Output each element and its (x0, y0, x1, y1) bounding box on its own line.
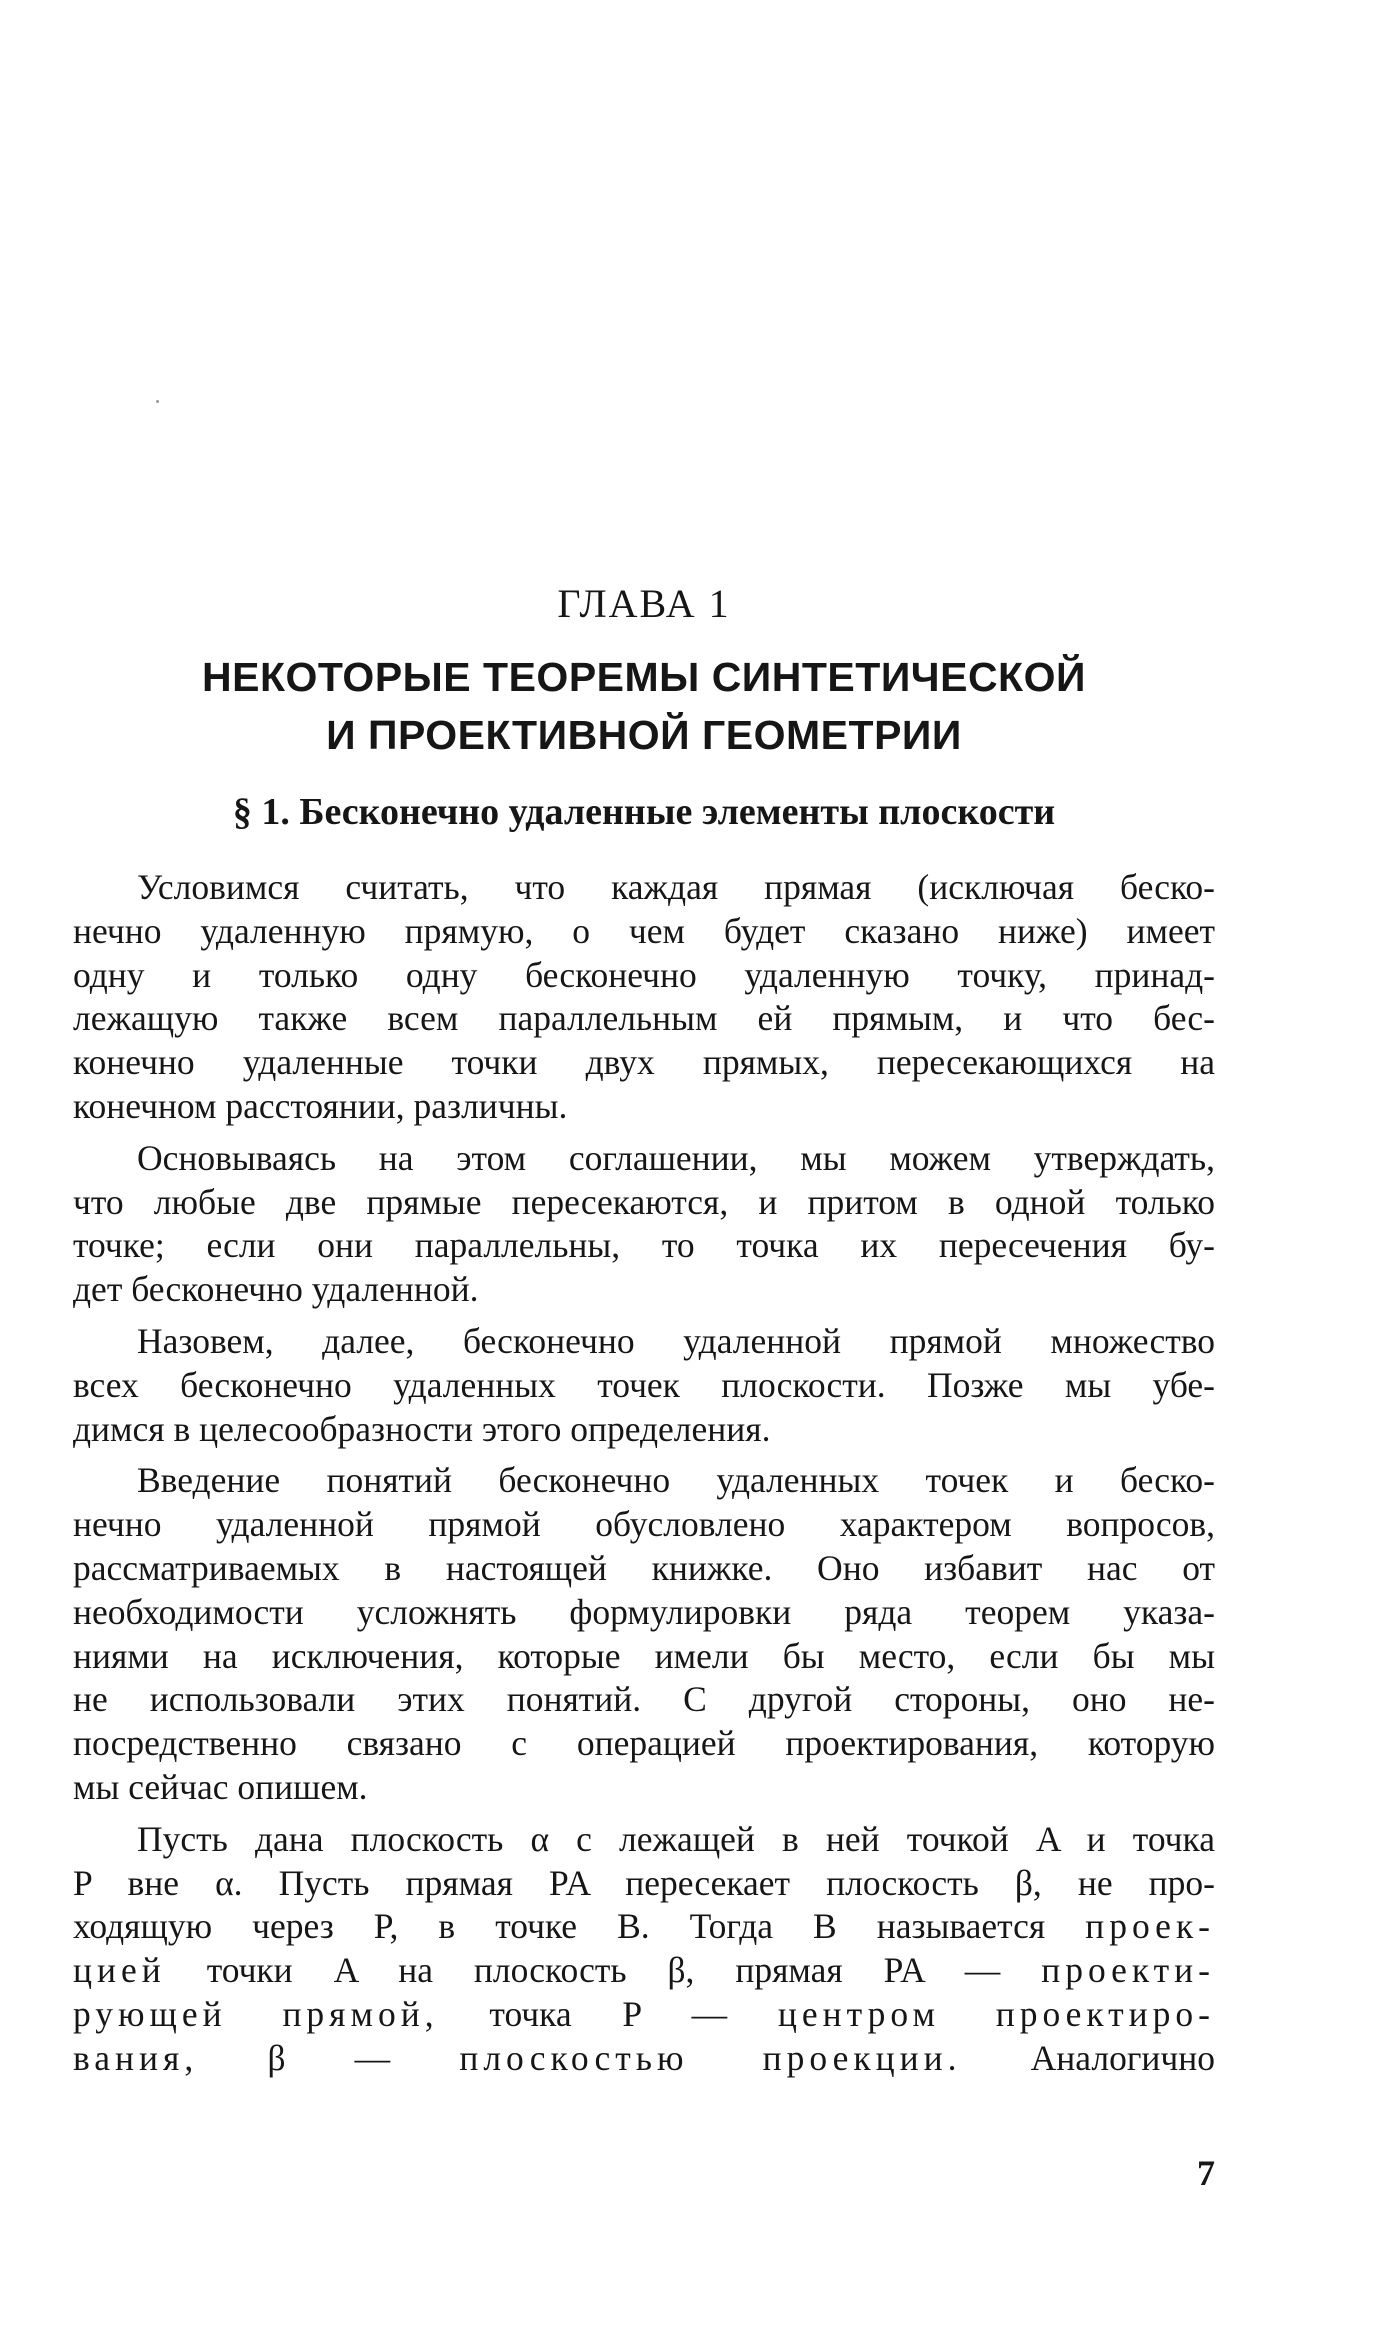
paragraph-4 (73, 1459, 1215, 1809)
text-line: нечно удаленной прямой обусловлено характером вопросов, (73, 1504, 1215, 1545)
text-line: ниями на исключения, которые имели бы место, если бы мы (73, 1635, 1215, 1676)
text-line: не использовали этих понятий. С другой стороны, оно не- (73, 1679, 1215, 1720)
text-line (73, 1949, 1215, 1993)
text-line: Пусть дана плоскость α с лежащей в ней точкой A и точка (137, 1818, 1215, 1859)
spaced-term: цией (73, 1950, 166, 1991)
text-line: что любые две прямые пересекаются, и притом в одной только (73, 1181, 1215, 1222)
text-line (73, 2037, 1215, 2081)
book-page (73, 0, 1215, 2340)
text-line: конечно удаленные точки двух прямых, пересекающихся на (73, 1042, 1215, 1083)
text-line: посредственно связано с операцией проектирования, которую (73, 1723, 1215, 1764)
text-line: одну и только одну бесконечно удаленную точку, принад- (73, 954, 1215, 995)
text-fragment: точки A на плоскость β, прямая PA — (206, 1950, 1001, 1991)
spaced-term: плоскостью проекции. (459, 2037, 962, 2078)
chapter-title-line-2: И ПРОЕКТИВНОЙ ГЕОМЕТРИИ (326, 712, 962, 758)
spaced-term: вания, (73, 2037, 199, 2078)
paragraph-5 (73, 1818, 1215, 2081)
text-line: необходимости усложнять формулировки ряда теорем указа- (73, 1591, 1215, 1632)
body-text (73, 866, 1215, 2089)
text-line: P вне α. Пусть прямая PA пересекает плоскость β, не про- (73, 1862, 1215, 1903)
text-line: нечно удаленную прямую, о чем будет сказано ниже) имеет (73, 910, 1215, 951)
text-fragment: точка P — (489, 1993, 728, 2034)
text-line: рассматриваемых в настоящей книжке. Оно избавит нас от (73, 1547, 1215, 1588)
text-line: мы сейчас опишем. (73, 1766, 368, 1807)
text-fragment: β — (267, 2037, 391, 2078)
text-fragment: Аналогично (1030, 2037, 1215, 2078)
text-line: точке; если они параллельны, то точка их пересечения бу- (73, 1225, 1215, 1266)
paragraph-3 (73, 1320, 1215, 1451)
text-fragment: ходящую через P, в точке B. Тогда B называется (73, 1906, 1046, 1947)
spaced-term: рующей прямой, (73, 1993, 439, 2034)
text-line: димся в целесообразности этого определения. (73, 1408, 771, 1449)
chapter-title (73, 648, 1215, 764)
paragraph-1 (73, 866, 1215, 1129)
text-line: конечном расстоянии, различны. (73, 1085, 568, 1126)
spaced-term: центром проектиро- (777, 1993, 1216, 2034)
text-line: Введение понятий бесконечно удаленных точек и беско- (137, 1460, 1215, 1501)
spaced-term: проекти- (1041, 1950, 1216, 1991)
print-speck (156, 400, 159, 403)
text-line: дет бесконечно удаленной. (73, 1269, 479, 1310)
text-line: Назовем, далее, бесконечно удаленной прямой множество (137, 1320, 1215, 1361)
page-number: 7 (1197, 2153, 1215, 2193)
section-title: § 1. Бесконечно удаленные элементы плоскости (232, 791, 1056, 833)
text-line: всех бесконечно удаленных точек плоскости. Позже мы убе- (73, 1364, 1215, 1405)
text-line (73, 1993, 1215, 2037)
text-line (73, 1905, 1215, 1949)
spaced-term: проек- (1085, 1906, 1216, 1947)
chapter-title-line-1: НЕКОТОРЫЕ ТЕОРЕМЫ СИНТЕТИЧЕСКОЙ (202, 654, 1086, 700)
paragraph-2 (73, 1137, 1215, 1312)
text-line: Основываясь на этом соглашении, мы можем утверждать, (137, 1137, 1215, 1178)
text-line: Условимся считать, что каждая прямая (исключая беско- (137, 867, 1215, 907)
text-line: лежащую также всем параллельным ей прямым, и что бес- (73, 998, 1215, 1039)
chapter-label: ГЛАВА 1 (557, 581, 731, 626)
